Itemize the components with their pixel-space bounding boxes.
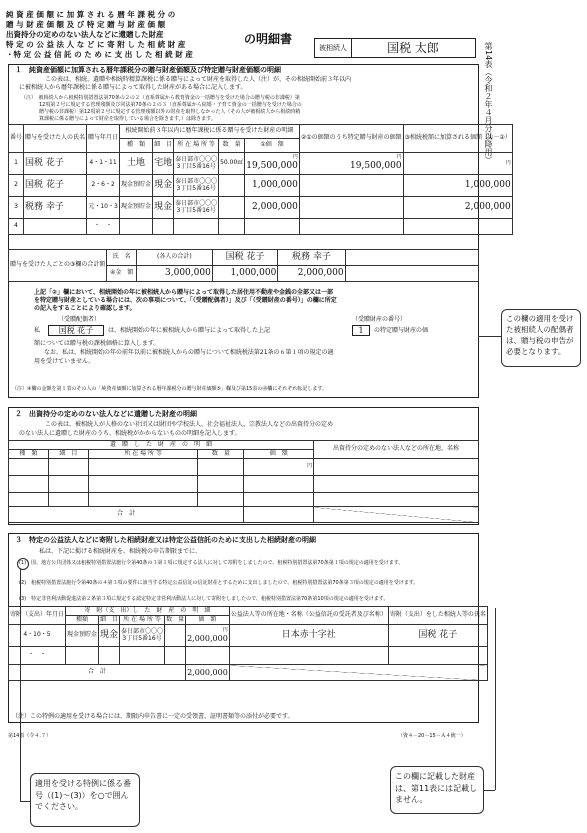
donation-kind-header: 種類 [66,616,99,625]
period-header: 相続開始前３年以内に暦年課税に係る贈与を受けた財産の明細 [120,125,300,139]
donation-kind[interactable]: 現金預貯金 [66,625,99,647]
donation-table [8,606,488,681]
callout-schedule11-connector-h [484,790,495,791]
table-row [9,647,488,665]
table-row [9,219,513,235]
donation-value-text: 2,000,000 [187,633,228,643]
section1-note-3: 贈与税の非課税）第12項第２号に規定する管理残額以外の財産を取得しなかった人（その人が被相続人から相続時精 [39,109,301,115]
form-number-tag: 第14表（令和２年４月分以降用） [484,42,493,165]
gift-number-label: （受贈財産の番号） [352,316,407,323]
table-row [9,625,488,647]
bequest-qty-header: 数 量 [198,450,244,459]
row-date[interactable]: 4・1・11 [87,153,120,175]
title-line-3: 出資持分の定めのない法人などに遺贈した財産 [6,30,164,39]
donation-total-value[interactable]: 2,000,000 [186,665,230,681]
section2-intro-1: この表は、被相続人が人格のない社団又は財団や学校法人、社会福祉法人、宗教法人などの出資持分の定め [45,421,334,428]
donation-total-blank [229,665,487,681]
row-no: 3 [9,197,24,219]
decedent-name[interactable]: 国税 太郎 [387,41,439,55]
summary-person3-amount[interactable] [345,266,478,282]
row-specific[interactable] [299,219,403,235]
option-1-circle [17,558,29,570]
summary-person2-amount[interactable]: 2,000,000 [278,266,345,282]
declare-line-3: なお、私は、相続開始の年の前年以前に被相続人からの贈与について相続税法第21条の６第１項の規定の適 [44,349,334,356]
row-qty[interactable] [219,175,245,197]
row-date[interactable]: 2・6・2 [87,175,120,197]
donation-item-header: 細 目 [100,615,119,623]
summary-person1-amount[interactable]: 1,000,000 [212,266,277,282]
section1-note-2: 12項第２号に規定する管理残額及び同法第70条の２の３（直系尊属から結婚・子育て資金の一括贈与を受けた場合の [39,102,302,108]
footer-right: （資４－20－15－Ａ４統一） [398,733,466,739]
section3-heading: ３ 特定の公益法人などに寄附した相続財産又は特定公益信託のために支出した相続財産の明細 [15,536,316,544]
donation-org[interactable]: 日本赤十字社 [229,625,388,647]
confirm-line-2: を特定贈与財産としている場合には、次の事項について、「（受贈配偶者）」及び「（受贈財産の番号）」の欄に所定 [34,297,337,305]
row-kind[interactable] [120,219,153,235]
donation-location-header: 所 在 場 所 等 [120,616,165,625]
row-date[interactable]: ・ ・ [87,219,120,235]
summary-total-label: (各人の合計) [136,250,212,266]
row-value[interactable] [245,153,300,175]
row-add[interactable] [403,153,512,175]
donation-item[interactable] [99,647,120,665]
bequest-total-row [9,507,479,523]
row-kind[interactable]: 現金預貯金 [120,175,153,197]
bequest-org-header: 出資持分の定めのない法人などの所在地、名称 [314,441,479,459]
title-suffix: の明細書 [244,32,293,46]
table-row [9,493,479,507]
row-kind[interactable]: 土地 [120,153,153,175]
gift-number-field[interactable]: 1 [352,325,370,336]
declare-line-4: 用を受けていません。 [34,358,95,365]
row-specific[interactable] [299,153,403,175]
row-item[interactable]: 現金 [153,197,174,219]
row-no: 4 [9,219,24,235]
table-row [9,175,513,197]
col-item-header: 細 目 [153,139,174,153]
row-specific[interactable] [299,197,403,219]
donation-location-line2: 3丁目5番16号 [122,634,162,642]
callout-option-connector [20,569,22,801]
callout-schedule11-connector [495,608,497,790]
summary-table [8,249,479,282]
col-location-header: 所 在 場 所 等 [174,139,219,153]
bequest-value-cell[interactable] [244,493,314,507]
row-kind[interactable]: 現金預貯金 [120,197,153,219]
bequest-org-cell[interactable] [314,476,479,493]
title-line-5: ・特 定 公 益 信 託 の た め に 支 出 し た 相 続 財 産 [6,50,193,59]
bequest-cell[interactable] [88,493,198,507]
decedent-label: 被相続人 [315,39,352,57]
donation-date[interactable]: ・ ・ [9,647,66,665]
summary-person1-name[interactable]: 国税 花子 [212,250,277,266]
section1-note-4: 算課税に係る贈与によって財産を取得している場合を除きます。）は除きます。 [39,116,216,122]
bequest-cell[interactable] [198,476,244,493]
option-1[interactable]: (1) 国、地方公共団体又は租税特別措置法施行令第40条の３第１項に規定する法人に対して寄附をしましたので、租税特別措置法第70条第１項の規定の適用を受けます。 [19,560,404,566]
row-item[interactable]: 現金 [153,175,174,197]
bequest-total-value[interactable] [244,507,314,523]
table-row [9,476,479,493]
donation-location[interactable] [120,647,165,665]
section1-footnote: （注）④欄の金額を第１表のその人の「純資産価額に加算される暦年課税分の贈与財産価額⑤」欄及び第15表の㊽欄にそれぞれ転記します。 [12,386,327,392]
bequest-org-cell[interactable] [314,459,479,476]
bequest-total-blank [314,507,479,523]
donation-org-header: 公益法人等の所在地・名称（公益信託の受託者及び名称） [229,607,388,625]
declaration-line [34,325,474,337]
bequest-kind-header: 種 類 [9,450,49,459]
bequest-item-header: 細 目 [48,450,88,459]
row-recipient[interactable]: 税務 幸子 [24,197,87,219]
bequest-cell[interactable] [88,459,198,476]
callout-option-number: 適用を受ける特例に係る番号（(1)～(3)）を○で囲んでください。 [30,773,140,827]
col-recipient-header: 贈与を受けた人の氏名 [24,125,87,153]
donation-date[interactable]: 4・10・5 [9,625,66,647]
col-add-header: ③相続税額に加算される価額（①－②） [403,125,512,153]
callout-option-connector-h [20,801,30,802]
title-block [6,10,236,60]
title-line-1: 純 資 産 価 額 に 加 算 さ れ る 暦 年 課 税 分 の [6,10,176,19]
yen-unit: 円 [222,627,228,634]
bequest-table [8,440,479,523]
row-location[interactable] [174,175,219,197]
row-location-line1: 泰日部市〇〇〇 [175,155,218,163]
footer-left: 第14表（令４.７） [8,733,51,739]
bequest-cell[interactable] [9,459,49,476]
donation-value[interactable] [186,625,230,647]
row-location-line1: 泰日部市〇〇〇 [175,199,218,207]
donation-kind[interactable] [66,647,99,665]
bequest-cell[interactable] [9,493,49,507]
confirmation-block [34,289,474,313]
section3-footnote: （注）この特例の適用を受ける場合には、期限内申告書に一定の受領書、証明書類等の添付が必要です。 [12,713,294,720]
option-3[interactable]: (3) 特定非営利活動促進法第２条第３項に規定する認定特定非営利活動法人に対して寄附をしましたので、租税特別措置法第70条第10項の規定の適用を受けます。 [19,596,389,602]
donation-location-line1: 泰日部市〇〇〇 [121,627,164,635]
donation-date-header: 寄附（支出）年月日 [9,607,66,625]
donation-person-header: 寄附（支出）をした相続人等の氏名 [388,607,487,625]
bequest-cell[interactable] [198,459,244,476]
row-qty[interactable] [219,219,245,235]
bequest-value-cell[interactable] [244,476,314,493]
col-kind-header: 種 類 [120,139,153,153]
gift-table [8,124,513,235]
confirm-line-3: の記入をすることにより確認します。 [34,305,136,313]
decedent-box [314,38,476,58]
row-location-line1: 泰日部市〇〇〇 [175,177,218,185]
row-specific-text: 19,500,000 [350,161,402,172]
row-value[interactable] [245,219,300,235]
donation-total-label: 合 計 [9,665,186,681]
bequest-cell[interactable] [48,476,88,493]
bequest-cell[interactable] [48,459,88,476]
title-line-4: 特 定 の 公 益 法 人 な ど に 寄 附 し た 相 続 財 産 [6,40,186,49]
bequest-cell[interactable] [9,476,49,493]
col-specific-header: ②①の価額のうち特定贈与財産の価額 [299,125,403,153]
summary-total-amount[interactable]: 3,000,000 [136,266,212,282]
row-value-text: 19,500,000 [246,161,298,172]
row-location[interactable] [174,197,219,219]
bequest-value-cell[interactable] [244,459,314,476]
row-recipient[interactable] [24,219,87,235]
row-recipient[interactable]: 国税 花子 [24,175,87,197]
donation-person[interactable]: 国税 花子 [388,625,487,647]
summary-amount-label: ④金 額 [107,266,137,282]
confirm-line-1: 上記「②」欄において、相続開始の年に被相続人から贈与によって取得した居住用不動産や金銭の全部又は一部 [34,289,333,296]
row-location[interactable] [174,153,219,175]
row-qty[interactable]: 50.00㎡ [219,153,245,175]
donation-value[interactable] [186,647,230,665]
row-location[interactable] [174,219,219,235]
donation-qty[interactable] [165,625,186,647]
summary-person2-name[interactable]: 税務 幸子 [278,250,345,266]
donation-value-header: 価 額 [186,616,230,625]
yen-unit: 円 [292,154,298,161]
row-location-line2: 3丁目5番16号 [176,162,216,170]
spouse-name-field[interactable]: 国税 花子 [48,325,104,336]
row-add[interactable]: 2,000,000 [403,197,512,219]
section1-intro-1: この表は、相続、遺贈や相続時精算課税に係る贈与によって財産を取得した人（注）が、その相続開始前３年以内 [45,76,352,83]
donation-total-row [9,665,488,681]
row-no: 2 [9,175,24,197]
bequest-cell[interactable] [48,493,88,507]
donation-group-header: 寄 附（支 出）し た 財 産 の 明 細 [66,607,230,616]
col-no-header: 番号 [9,125,24,153]
declare-line-2: 額については贈与税の課税価格に算入します。 [34,340,160,347]
section1-note-1: （注） 被相続人から租税特別措置法第70条の２の２（直系尊属から教育資金の一括贈与を受けた場合の贈与税の非課税）第 [21,95,300,101]
row-add[interactable] [403,219,512,235]
callout-spouse-connector [478,336,501,337]
yen-unit: 円 [396,154,402,161]
callout-schedule11: この欄に記載した財産は、第11表には記載しません。 [390,766,484,814]
table-row [9,197,513,219]
donation-location[interactable] [120,625,165,647]
summary-person3-name[interactable] [345,250,478,266]
row-qty[interactable] [219,197,245,219]
donation-org[interactable] [229,647,388,665]
row-item[interactable] [153,219,174,235]
declare-prefix: 私 [34,327,41,334]
donation-qty[interactable] [165,647,186,665]
section1-intro-2: に被相続人から暦年課税に係る贈与によって取得した財産がある場合に記入します。 [19,84,247,91]
bequest-total-label: 合 計 [9,507,244,523]
bequest-location-header: 所 在 場 所 等 [88,450,198,459]
section1-heading: １ 純資産価額に加算される暦年課税分の贈与財産価額及び特定贈与財産価額の明細 [15,66,281,74]
col-date-header: 贈与年月日 [87,125,120,153]
donation-qty-header: 数 量 [166,615,185,623]
summary-label: 贈与を受けた人ごとの③欄の合計額 [9,250,107,282]
spouse-label: （受贈配偶者） [58,316,101,323]
row-add[interactable]: 1,000,000 [403,175,512,197]
row-location-line2: 3丁目5番16号 [176,206,216,214]
option-2[interactable]: (2) 租税特別措置法施行令第40条の４第３項の要件に該当する特定公益信託の信託財産とするために支出しましたので、租税特別措置法第70条第３項の規定の適用を受けます。 [19,580,419,586]
donation-person[interactable] [388,647,487,665]
bequest-group-header: 遺 贈 し た 財 産 の 明 細 [9,441,314,450]
row-value[interactable]: 2,000,000 [245,197,300,219]
declare-suffix: の特定贈与財産の価 [374,327,429,334]
summary-name-label: 氏 名 [107,250,137,266]
table-row [9,153,513,175]
table-row [9,459,479,476]
row-value[interactable]: 1,000,000 [245,175,300,197]
bequest-org-cell[interactable] [314,493,479,507]
bequest-cell[interactable] [198,493,244,507]
declare-middle: は、相続開始の年に被相続人から贈与によって取得した上記 [108,327,271,334]
col-qty-header: 数 量 [219,139,245,153]
section2-heading: ２ 出資持分の定めのない法人などに遺贈した財産の明細 [15,410,197,418]
bequest-value-header: 価 額 [244,450,314,459]
section2-intro-2: のない法人に遺贈した財産のうち、相続税がかからないものの明細を記入します。 [19,430,241,437]
row-recipient[interactable]: 国税 花子 [24,153,87,175]
section3-intro: 私は、下記に掲げる相続財産を、相続税の申告期限までに、 [39,548,202,555]
row-date[interactable]: 元・10・3 [87,197,120,219]
yen-unit: 円 [307,463,313,470]
row-no: 1 [9,153,24,175]
callout-spouse: この欄の適用を受けた被相続人の配偶者は、贈与税の申告が必要となります。 [501,309,581,367]
row-item[interactable]: 宅地 [153,153,174,175]
col-value-header: ①価 額 [245,139,300,153]
title-line-2: 贈 与 財 産 価 額 及 び 特 定 贈 与 財 産 価 額 [6,20,166,29]
row-location-line2: 3丁目5番16号 [176,184,216,192]
yen-unit: 円 [505,159,511,166]
row-specific[interactable] [299,175,403,197]
bequest-cell[interactable] [88,476,198,493]
donation-item[interactable]: 現金 [99,625,120,647]
